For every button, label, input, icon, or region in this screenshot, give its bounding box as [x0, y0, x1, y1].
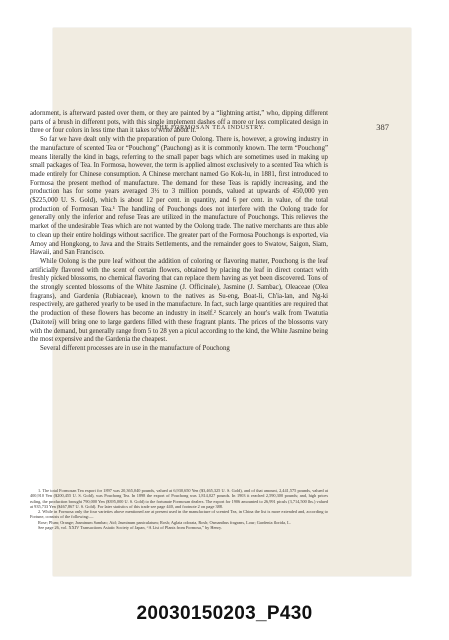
paragraph: adornment, is afterward pasted over them, or they are painted by a “lightning artist,” who, dipping different parts of a brush in different pots, with this single implement dashes off a more or less complicated design in three or four colors in less time than it takes to write about it.: [30, 110, 328, 135]
paragraph: While Oolong is the pure leaf without the addition of coloring or flavoring matter, Pouchong is the leaf artificially flavored with the scent of certain flowers, obtained by placing the leaf in direct contact with freshly picked blossoms, no chemical flavoring that can replace them having as yet been discovered. Tons of the strongly scented blossoms of the White Jasmine (J. Officinale), Jasmine (J. Sambac), Oleaceae (Olea fragrans), and Gardenia (Rubiaceae), known to the natives as Su-eng, Boat-li, Ch'ia-lan, and Ng-ki respectively, are gathered yearly to be used in the manufacture. In fact, such large quantities are required that the production of these flowers has become an industry in itself.² Scarcely an hour's walk from Twatutia (Daitotei) will bring one to large gardens filled with these fragrant plants. The prices of the blossoms vary with the demand, but generally range from 5 to 28 yen a picul according to the kind, the White Jasmine being the most expensive and the Gardenia the cheapest.: [30, 257, 328, 344]
footnote: Rose; Plum; Orange; Jasminum Sambac; Aid; Jasminum paniculatum; Rosh; Aglaia odorata, Rosh; Osmanthus fragrans, Lour; Gardenia florida, L.: [38, 519, 291, 525]
body-text: [30, 110, 328, 354]
footnote: 1. The total Formosan Tea export for 1897 was 20,365,040 pounds, valued at 6,930,650 Yen ($3,465,325 U. S. Gold), and of that amount, 2,441,575 pounds, valued at 400,910 Yen ($200,455 U. S. Gold), was Pouchong Tea. In 1898 the export of Pouchong was 1,814,027 pounds. In 1903 it reached 2,590,300 pounds; and, high prices ruling, the production brought 790,000 Yen ($395,000 U. S. Gold) to the fortunate Formosan dealers. The export for 1906 amounted to 26,991 piculs (3,714,500 lbs.) valued at 935,733 Yen ($467,867 U. S. Gold). For later statistics of this trade see page 440, and footnote 2 on page 388.: [30, 488, 328, 509]
paragraph: Several different processes are in use in the manufacture of Pouchong: [40, 344, 230, 352]
archive-id-caption: 20030150203_P430: [136, 603, 313, 624]
footnote: See page 26, vol. XXIV Transactions Asiatic Society of Japan, “A List of Plants from Formosa,” by Henry.: [38, 525, 222, 531]
running-title: THE FORMOSAN TEA INDUSTRY.: [155, 124, 265, 131]
footnote: 2. While in Formosa only the four varieties above mentioned are at present used in the manufacture of scented Tea, in China the list is more extended and, according to Fortune, consists of the following:—: [30, 509, 328, 520]
paragraph: So far we have dealt only with the preparation of pure Oolong. There is, however, a growing industry in the manufacture of scented Tea or “Pouchong” (Pauchong) as it is commonly known. The term “Pouchong” means literally the kind in bags, referring to the small paper bags which are sometimes used in making up small packages of Tea. In Formosa, however, the term is applied almost exclusively to a scented Tea which is made entirely for Chinese consumption. A Chinese merchant named Go Kok-lu, in 1881, first introduced to Formosa the present method of manufacture. The demand for these Teas is rapidly increasing, and the production has for some years averaged 3½ to 3 million pounds, valued at upwards of 450,000 yen ($225,000 U. S. Gold), which is about 12 per cent. in quantity, and 6 per cent. in value, of the total production of Formosan Tea.¹ The handling of Pouchongs does not interfere with the Oolong trade for generally only the inferior and refuse Teas are utilized in the manufacture of Pouchongs. This relieves the market of the undesirable Teas which are not wanted by the Oolong trade. The native merchants are thus able to clean up their entire holdings without sacrifice. The greater part of the Formosa Pouchongs is exported, via Amoy and Hongkong, to Java and the Straits Settlements, and the remainder goes to Swatow, Saigon, Siam, Hawaii, and San Francisco.: [30, 136, 328, 257]
footnotes: [30, 488, 328, 530]
page-number: 387: [376, 122, 389, 132]
